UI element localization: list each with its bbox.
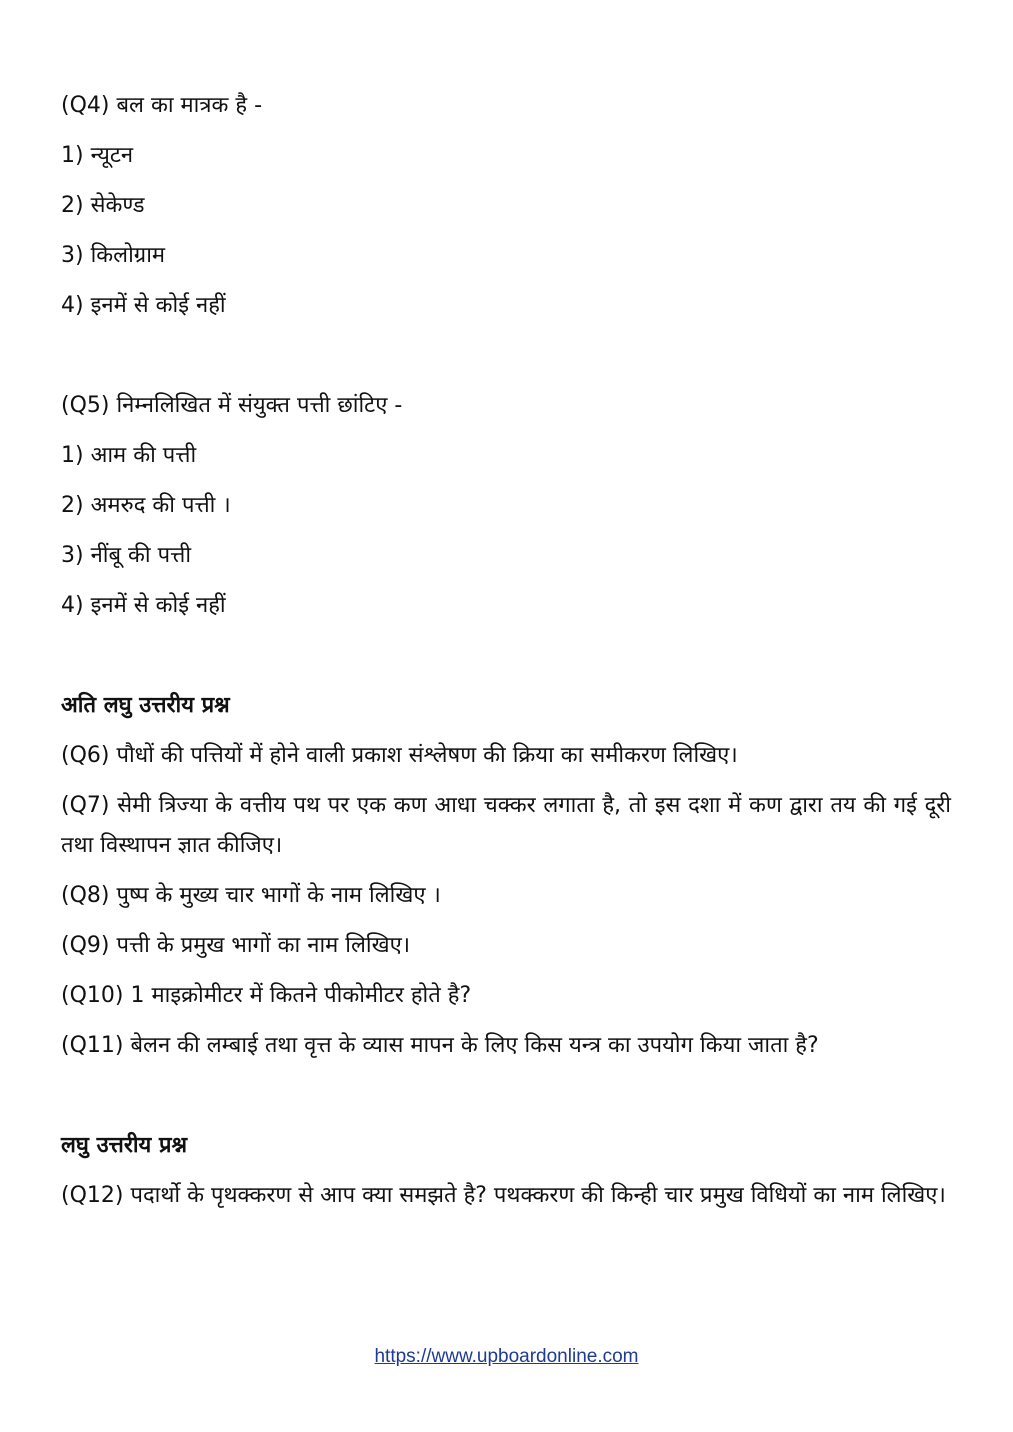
q5-option-1: 1) आम की पत्ती (61, 443, 197, 468)
q5-option-2: 2) अमरुद की पत्ती । (61, 493, 231, 518)
q5-option-4: 4) इनमें से कोई नहीं (61, 593, 226, 618)
question-q7: (Q7) सेमी त्रिज्या के वत्तीय पथ पर एक कण आधा चक्कर लगाता है, तो इस दशा में कण द्वारा तय की गई दूरी तथा विस्थापन ज्ञात कीजिए। (61, 793, 951, 858)
q4-option-4: 4) इनमें से कोई नहीं (61, 293, 226, 318)
spacer (61, 1076, 951, 1126)
question-q12: (Q12) पदार्थो के पृथक्करण से आप क्या समझते है? पथक्करण की किन्ही चार प्रमुख विधियों का नाम लिखिए। (61, 1183, 946, 1208)
section-heading-very-short: अति लघु उत्तरीय प्रश्न (61, 693, 230, 718)
spacer (61, 336, 951, 386)
question-q8: (Q8) पुष्प के मुख्य चार भागों के नाम लिखिए । (61, 883, 441, 908)
question-q5: (Q5) निम्नलिखित में संयुक्त पत्ती छांटिए - (61, 393, 403, 418)
section-heading-short: लघु उत्तरीय प्रश्न (61, 1133, 188, 1158)
question-q11: (Q11) बेलन की लम्बाई तथा वृत्त के व्यास मापन के लिए किस यन्त्र का उपयोग किया जाता है? (61, 1033, 819, 1058)
question-q4: (Q4) बल का मात्रक है - (61, 93, 263, 118)
q4-option-1: 1) न्यूटन (61, 143, 134, 168)
q5-option-3: 3) नींबू की पत्ती (61, 543, 192, 568)
document-body (61, 86, 951, 1226)
question-q6: (Q6) पौधों की पत्तियों में होने वाली प्रकाश संश्लेषण की क्रिया का समीकरण लिखिए। (61, 743, 738, 768)
q4-option-2: 2) सेकेण्ड (61, 193, 145, 218)
footer-link[interactable]: https://www.upboardonline.com (374, 1346, 639, 1367)
footer (0, 1343, 1013, 1371)
spacer (61, 636, 951, 686)
question-q10: (Q10) 1 माइक्रोमीटर में कितने पीकोमीटर होते है? (61, 983, 472, 1008)
question-q9: (Q9) पत्ती के प्रमुख भागों का नाम लिखिए। (61, 933, 411, 958)
q4-option-3: 3) किलोग्राम (61, 243, 166, 268)
